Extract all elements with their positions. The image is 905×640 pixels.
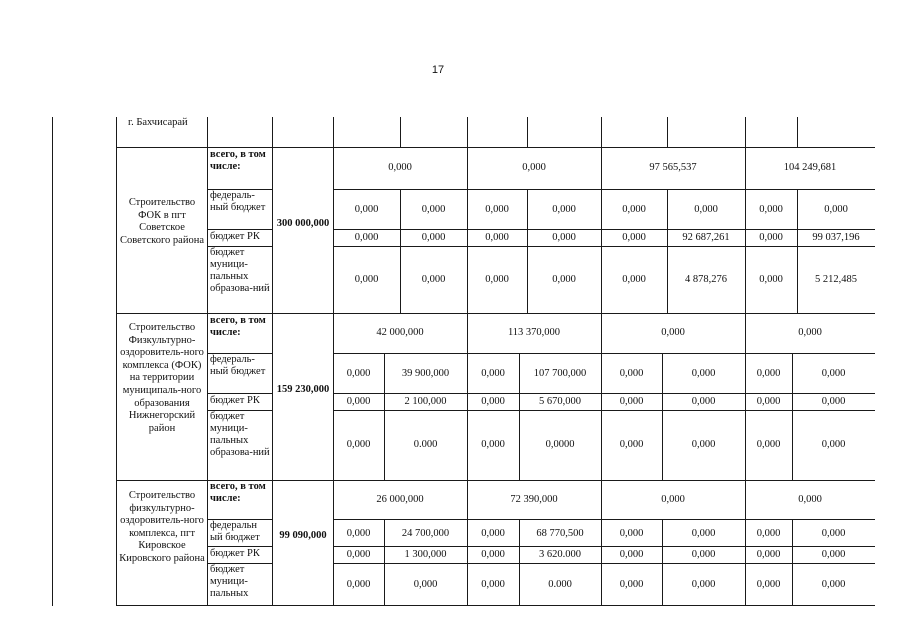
top-row-label: г. Бахчисарай bbox=[128, 117, 188, 128]
federal-value: 0,000 bbox=[346, 368, 371, 379]
municipal-value: 5 212,485 bbox=[815, 274, 857, 285]
municipal-value: 0,000 bbox=[622, 274, 646, 285]
rk-value: 0,000 bbox=[485, 232, 509, 243]
rk-value: 2 100,000 bbox=[404, 396, 447, 407]
rk-value: 0,000 bbox=[346, 396, 371, 407]
total-value: 104 249,681 bbox=[783, 162, 837, 173]
municipal-value: 0,000 bbox=[821, 439, 846, 450]
municipal-value: 0.000 bbox=[548, 579, 572, 590]
federal-value: 0,000 bbox=[354, 204, 379, 215]
federal-value: 0,000 bbox=[824, 204, 848, 215]
rk-value: 0,000 bbox=[756, 396, 781, 407]
total-value: 0,000 bbox=[522, 162, 546, 173]
total-value: 113 370,000 bbox=[507, 327, 561, 338]
total-value: 72 390,000 bbox=[510, 494, 558, 505]
federal-value: 0,000 bbox=[691, 528, 716, 539]
rk-value: 0,000 bbox=[691, 396, 716, 407]
federal-value: 0,000 bbox=[756, 368, 781, 379]
total-value: 97 565,537 bbox=[649, 162, 697, 173]
federal-value: 107 700,000 bbox=[533, 368, 587, 379]
federal-value: 68 770,500 bbox=[536, 528, 584, 539]
label-municipal: бюджет муници-пальных образова-ний bbox=[210, 247, 270, 295]
municipal-value: 0,000 bbox=[552, 274, 576, 285]
federal-value: 0,000 bbox=[552, 204, 576, 215]
federal-value: 0,000 bbox=[821, 528, 846, 539]
federal-value: 39 900,000 bbox=[401, 368, 450, 379]
project-name-3: Строительство физкультурно-оздоровитель-ного комплекса, пгт Кировское Кировского района bbox=[119, 490, 205, 564]
total-cost-1: 300 000,000 bbox=[276, 218, 330, 229]
rk-value: 0,000 bbox=[759, 232, 783, 243]
total-value: 0,000 bbox=[798, 327, 822, 338]
municipal-value: 0,000 bbox=[485, 274, 509, 285]
rk-value: 1 300,000 bbox=[404, 549, 447, 560]
municipal-value: 0,000 bbox=[481, 579, 505, 590]
total-value: 0,000 bbox=[661, 327, 685, 338]
federal-value: 0,000 bbox=[759, 204, 783, 215]
total-value: 0,000 bbox=[798, 494, 822, 505]
total-value: 0,000 bbox=[388, 162, 412, 173]
project-name-1: Строительство ФОК в пгт Советское Советского района bbox=[120, 197, 204, 246]
rk-value: 0,000 bbox=[691, 549, 716, 560]
municipal-value: 0,000 bbox=[756, 439, 781, 450]
federal-value: 0,000 bbox=[481, 528, 505, 539]
rk-value: 0,000 bbox=[552, 232, 576, 243]
municipal-value: 0,000 bbox=[346, 579, 371, 590]
label-federal: федеральн ый бюджет bbox=[210, 520, 260, 544]
label-rk: бюджет РК bbox=[210, 548, 260, 559]
label-federal: федераль-ный бюджет bbox=[210, 190, 266, 214]
rk-value: 0,000 bbox=[821, 396, 846, 407]
rk-value: 0,000 bbox=[421, 232, 446, 243]
municipal-value: 0,000 bbox=[481, 439, 505, 450]
municipal-value: 0,000 bbox=[691, 579, 716, 590]
municipal-value: 0,000 bbox=[691, 439, 716, 450]
federal-value: 0,000 bbox=[346, 528, 371, 539]
table-left-border bbox=[52, 117, 53, 606]
federal-value: 0,000 bbox=[821, 368, 846, 379]
rk-value: 99 037,196 bbox=[812, 232, 860, 243]
municipal-value: 4 878,276 bbox=[685, 274, 727, 285]
municipal-value: 0,000 bbox=[421, 274, 446, 285]
rk-value: 0,000 bbox=[481, 549, 505, 560]
label-column-border bbox=[207, 117, 208, 606]
federal-value: 0,000 bbox=[485, 204, 509, 215]
federal-value: 0,000 bbox=[619, 528, 644, 539]
rk-value: 0,000 bbox=[622, 232, 646, 243]
federal-value: 0,000 bbox=[694, 204, 718, 215]
municipal-value: 0.000 bbox=[413, 439, 438, 450]
municipal-value: 0,000 bbox=[756, 579, 781, 590]
label-rk: бюджет РК bbox=[210, 395, 260, 406]
federal-value: 0,000 bbox=[756, 528, 781, 539]
total-cost-2: 159 230,000 bbox=[276, 384, 330, 395]
municipal-value: 0,000 bbox=[619, 579, 644, 590]
label-total: всего, в том числе: bbox=[210, 315, 266, 339]
total-value: 0,000 bbox=[661, 494, 685, 505]
municipal-value: 0,000 bbox=[619, 439, 644, 450]
municipal-value: 0,000 bbox=[759, 274, 783, 285]
municipal-value: 0,000 bbox=[354, 274, 379, 285]
label-total: всего, в том числе: bbox=[210, 481, 266, 505]
rk-value: 0,000 bbox=[346, 549, 371, 560]
rk-value: 5 670,000 bbox=[539, 396, 581, 407]
federal-value: 0,000 bbox=[691, 368, 716, 379]
federal-value: 0,000 bbox=[421, 204, 446, 215]
label-municipal: бюджет муници-пальных образова-ний bbox=[210, 411, 270, 459]
label-municipal: бюджет муници-пальных bbox=[210, 564, 249, 600]
label-rk: бюджет РК bbox=[210, 231, 260, 242]
label-federal: федераль-ный бюджет bbox=[210, 354, 266, 378]
total-value: 26 000,000 bbox=[376, 494, 424, 505]
rk-value: 0,000 bbox=[821, 549, 846, 560]
municipal-value: 0,000 bbox=[346, 439, 371, 450]
federal-value: 24 700,000 bbox=[401, 528, 450, 539]
rk-value: 0,000 bbox=[756, 549, 781, 560]
municipal-value: 0,0000 bbox=[545, 439, 575, 450]
page-number: 17 bbox=[431, 64, 445, 76]
rk-value: 0,000 bbox=[481, 396, 505, 407]
municipal-value: 0,000 bbox=[413, 579, 438, 590]
total-cost-3: 99 090,000 bbox=[279, 530, 327, 541]
federal-value: 0,000 bbox=[481, 368, 505, 379]
federal-value: 0,000 bbox=[619, 368, 644, 379]
rk-value: 0,000 bbox=[354, 232, 379, 243]
federal-value: 0,000 bbox=[622, 204, 646, 215]
project-name-2: Строительство Физкультурно-оздоровитель-ного комплекса (ФОК) на территории муниципаль-ного образования Нижнегорский район bbox=[120, 322, 204, 434]
rk-value: 3 620.000 bbox=[539, 549, 581, 560]
label-total: всего, в том числе: bbox=[210, 149, 266, 173]
total-value: 42 000,000 bbox=[376, 327, 424, 338]
municipal-value: 0,000 bbox=[821, 579, 846, 590]
rk-value: 92 687,261 bbox=[682, 232, 730, 243]
rk-value: 0,000 bbox=[619, 396, 644, 407]
rk-value: 0,000 bbox=[619, 549, 644, 560]
